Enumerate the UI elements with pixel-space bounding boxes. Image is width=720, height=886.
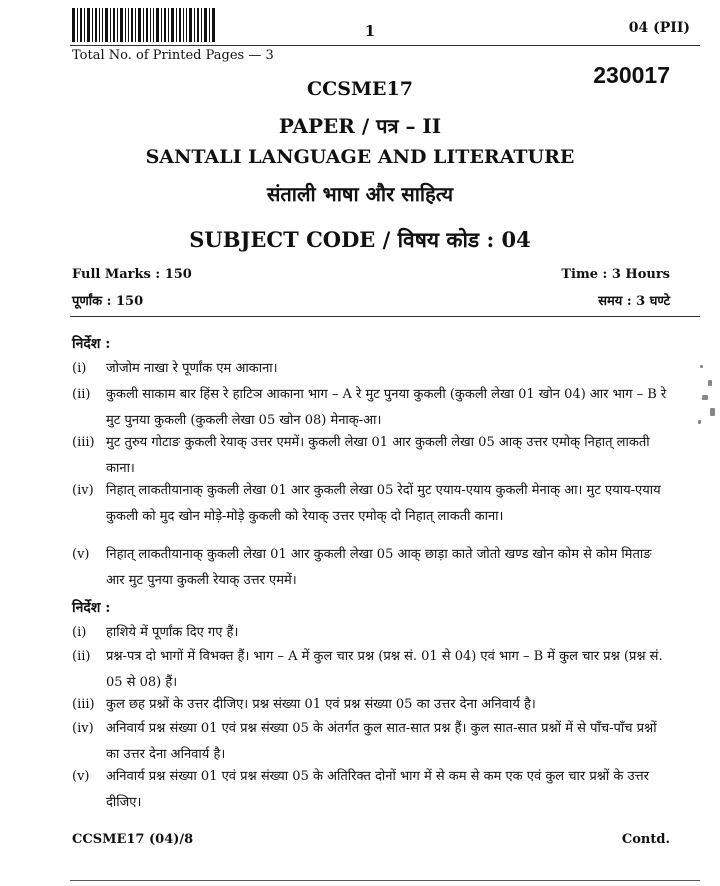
instructions-heading-santali: निर्देश : (72, 336, 111, 352)
instruction-text: प्रश्न-पत्र दो भागों में विभक्त हैं। भाग – A में कुल चार प्रश्न (प्रश्न सं. 01 से 04) एवं भाग – B में कुल चार प्रश्न (प्रश्न सं. 05 से 08) हैं। (106, 649, 663, 690)
instruction-number: (v) (72, 769, 90, 784)
full-marks-hindi: पूर्णांक : 150 (72, 294, 144, 309)
barcode (72, 8, 216, 42)
instruction-item (72, 356, 672, 382)
full-marks: Full Marks : 150 (72, 267, 192, 282)
paper-code: 04 (PII) (628, 20, 690, 36)
instruction-text: जोजोम नाखा रे पूर्णांक एम आकाना। (106, 361, 278, 376)
instruction-text: कुकली साकाम बार हिंस रे हाटिञ आकाना भाग – A रे मुट पुनया कुकली (कुकली लेखा 01 खोन 04) आर भाग – B रे मुट पुनया कुकली (कुकली लेखा 05 खोन 08) मेनाक्-आ। (106, 387, 667, 428)
instruction-text: मुट तुरुय गोटाङ कुकली रेयाक् उत्तर एममें। कुकली लेखा 01 आर कुकली लेखा 05 आक् उत्तर एमोक् निहात् लाकती काना। (106, 435, 650, 476)
scan-noise (690, 360, 720, 440)
instruction-text: निहात् लाकतीयानाक् कुकली लेखा 01 आर कुकली लेखा 05 आक् छाड़ा काते जोतो खण्ड खोन कोम से कोम मिताङ आर मुट पुनया कुकली रेयाक् उत्तर एममें। (106, 547, 652, 588)
instruction-item (72, 764, 672, 816)
instruction-number: (ii) (72, 387, 91, 402)
instruction-number: (iii) (72, 435, 95, 450)
instruction-number: (ii) (72, 649, 91, 664)
instruction-number: (iv) (72, 483, 94, 498)
instruction-number: (i) (72, 361, 87, 376)
subject-title: SANTALI LANGUAGE AND LITERATURE (145, 146, 575, 168)
instruction-item (72, 478, 672, 530)
instruction-item (72, 692, 672, 718)
instruction-number: (iv) (72, 721, 94, 736)
time-allowed: Time : 3 Hours (561, 267, 670, 282)
section-rule (70, 316, 700, 317)
instruction-item (72, 644, 672, 696)
paper-title: PAPER / पत्र – II (278, 114, 442, 138)
instruction-number: (v) (72, 547, 90, 562)
instructions-heading-hindi: निर्देश : (72, 600, 111, 616)
top-rule (70, 45, 700, 46)
instruction-text: हाशिये में पूर्णांक दिए गए हैं। (106, 625, 239, 640)
footer-code: CCSME17 (04)/8 (72, 832, 194, 847)
printed-pages: Total No. of Printed Pages — 3 (72, 48, 274, 63)
instruction-text: कुल छह प्रश्नों के उत्तर दीजिए। प्रश्न संख्या 01 एवं प्रश्न संख्या 05 का उत्तर देना अनिवार्य है। (106, 697, 536, 712)
instruction-number: (i) (72, 625, 87, 640)
time-allowed-hindi: समय : 3 घण्टे (598, 294, 670, 309)
instruction-text: अनिवार्य प्रश्न संख्या 01 एवं प्रश्न संख्या 05 के अंतर्गत कुल सात-सात प्रश्न हैं। कुल सात-सात प्रश्नों में से पाँच-पाँच प्रश्नों का उत्तर देना अनिवार्य है। (106, 721, 657, 762)
exam-code: CCSME17 (307, 78, 413, 100)
serial-number: 230017 (593, 62, 670, 88)
instruction-item (72, 542, 672, 594)
instruction-text: अनिवार्य प्रश्न संख्या 01 एवं प्रश्न संख्या 05 के अतिरिक्त दोनों भाग में से कम से कम एक एवं कुल चार प्रश्नों के उत्तर दीजिए। (106, 769, 649, 810)
bottom-rule (70, 880, 700, 881)
instruction-item (72, 716, 672, 768)
instruction-item (72, 620, 672, 646)
instruction-number: (iii) (72, 697, 95, 712)
subject-code: SUBJECT CODE / विषय कोड : 04 (189, 227, 531, 252)
subject-title-hindi: संताली भाषा और साहित्य (266, 182, 454, 206)
footer-contd: Contd. (621, 832, 670, 847)
page-number: 1 (364, 22, 376, 40)
instruction-text: निहात् लाकतीयानाक् कुकली लेखा 01 आर कुकली लेखा 05 रेदों मुट एयाय-एयाय कुकली मेनाक् आ। मुट एयाय-एयाय कुकली को मुद खोन मोड़े-मोड़े कुकली को रेयाक् उत्तर एमोक् दो निहात् लाकती काना। (106, 483, 661, 524)
instruction-item (72, 382, 672, 434)
instruction-item (72, 430, 672, 482)
